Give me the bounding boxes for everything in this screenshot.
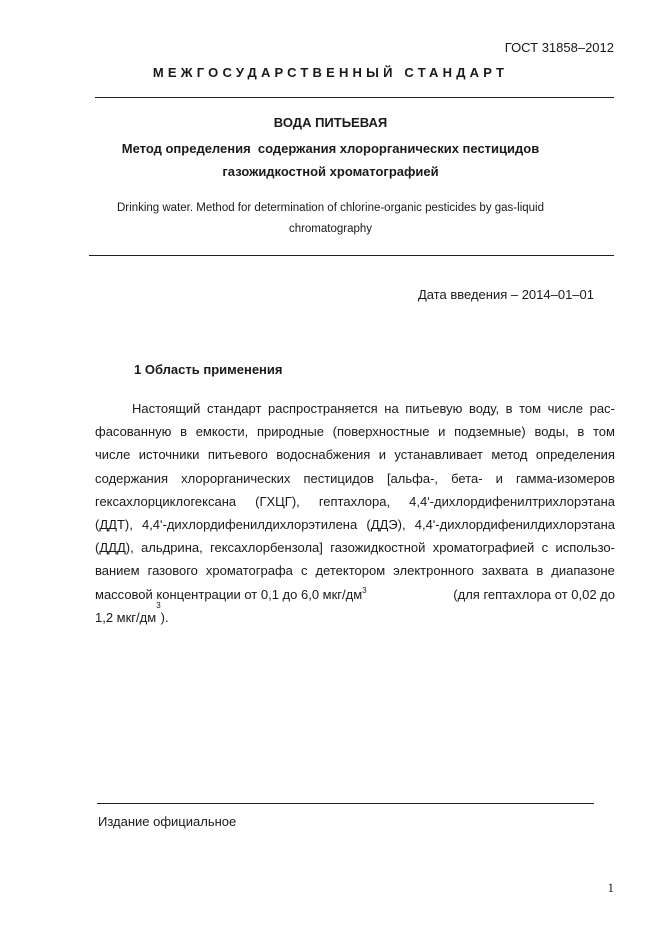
english-title-line-2: chromatography xyxy=(288,223,373,235)
english-title-line-1: Drinking water. Method for determination of chlorine-organic pesticides by gas-liquid xyxy=(117,202,544,214)
section-body-paragraph xyxy=(95,397,615,629)
footer-divider xyxy=(97,803,594,804)
paragraph-line: Настоящий стандарт распространяется на питьевую воду, в том числе рас- xyxy=(132,401,615,416)
subtitle-line-2: газожидкостной хроматографией xyxy=(222,164,439,179)
superscript-3: 3 xyxy=(156,600,161,610)
paragraph-line: гексахлорциклогексана (ГХЦГ), гептахлора, 4,4ʹ-дихлордифенилтрихлорэтана xyxy=(95,493,615,509)
paragraph-line: содержания хлорорганических пестицидов [альфа-, бета- и гамма-изомеров xyxy=(95,470,615,486)
paragraph-line: (ДДТ), 4,4ʹ-дихлордифенилдихлорэтилена (ДДЭ), 4,4ʹ-дихлордифенилдихлорэтана xyxy=(95,517,615,533)
paragraph-line: фасованную в емкости, природные (поверхностные и подземные) воды, в том xyxy=(95,424,615,440)
top-divider xyxy=(95,97,614,98)
paragraph-line: (ДДД), альдрина, гексахлорбензола] газожидкостной хроматографией с использо- xyxy=(95,540,615,556)
paragraph-line: 1,2 мкг/дм 3 ). xyxy=(95,606,615,629)
document-subtitle xyxy=(0,137,661,183)
section-heading: 1 Область применения xyxy=(134,362,283,377)
standard-category-heading: МЕЖГОСУДАРСТВЕННЫЙ СТАНДАРТ xyxy=(152,65,509,80)
concentration-range-text: массовой концентрации от 0,1 до 6,0 мкг/$дм^3$ xyxy=(95,585,367,602)
superscript-3: 3 xyxy=(362,585,367,595)
standard-code: ГОСТ 31858–2012 xyxy=(504,40,614,55)
paragraph-line: ванием газового хроматографа с детектором электронного захвата в диапазоне xyxy=(95,563,615,579)
page-number: 1 xyxy=(607,880,614,895)
title-divider xyxy=(89,255,614,256)
subtitle-line-1: Метод определения содержания хлорорганических пестицидов xyxy=(121,141,540,156)
heptachlor-range-text: (для гептахлора от 0,02 до xyxy=(449,586,615,602)
english-title xyxy=(110,198,551,240)
edition-label: Издание официальное xyxy=(98,814,237,829)
introduction-date: Дата введения – 2014–01–01 xyxy=(417,287,594,302)
paragraph-line xyxy=(95,583,615,606)
paragraph-line: числе источники питьевого водоснабжения и устанавливает метод определения xyxy=(95,447,615,463)
document-title: ВОДА ПИТЬЕВАЯ xyxy=(273,115,388,130)
